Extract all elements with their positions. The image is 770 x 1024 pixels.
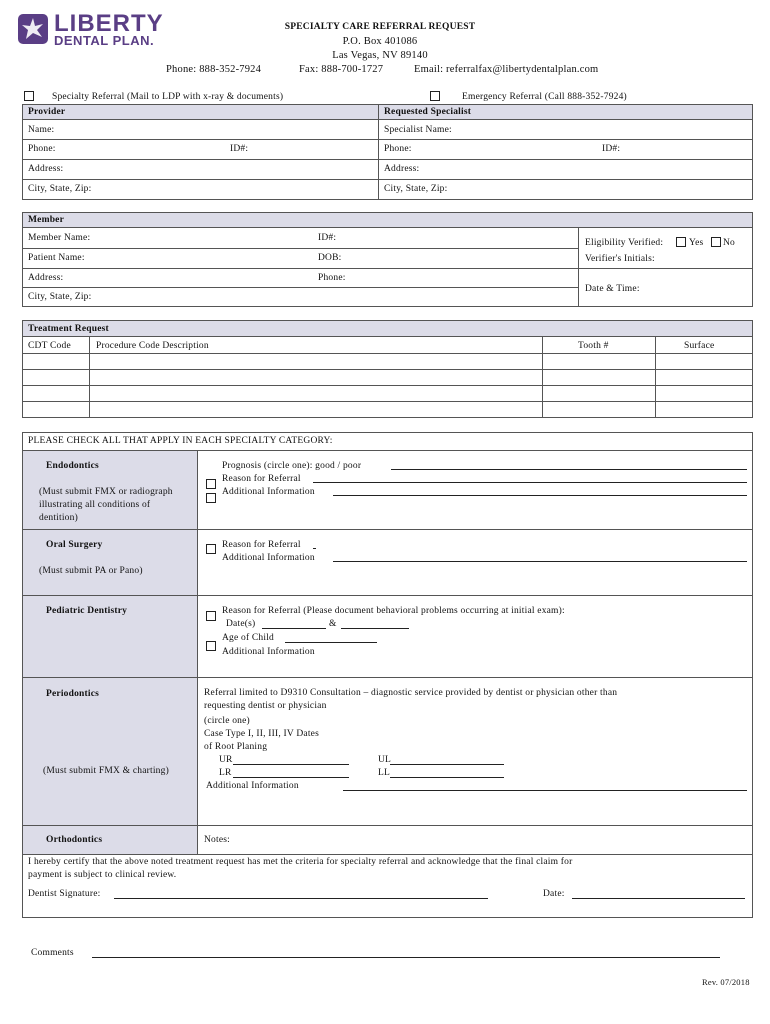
treatment-header-bar	[23, 321, 752, 337]
member-name-field[interactable]: Member Name:	[28, 233, 91, 243]
perio-ur-label: UR	[219, 755, 233, 765]
member-title: Member	[28, 215, 65, 225]
provider-address-field[interactable]: Address:	[28, 164, 64, 174]
member-csz-field[interactable]: City, State, Zip:	[28, 292, 92, 302]
po-box: P.O. Box 401086	[342, 36, 418, 47]
emergency-referral-label: Emergency Referral (Call 888-352-7924)	[462, 92, 627, 102]
col-cdt-code: CDT Code	[28, 341, 71, 351]
endo-note-3: dentition)	[39, 513, 78, 523]
specialist-csz-field[interactable]: City, State, Zip:	[384, 184, 448, 194]
email-line: Email: referralfax@libertydentalplan.com	[414, 64, 599, 75]
eligibility-yes-checkbox[interactable]	[676, 237, 686, 247]
oral-info-label: Additional Information	[222, 553, 315, 563]
perio-ul-label: UL	[378, 755, 392, 765]
member-id-field[interactable]: ID#:	[318, 233, 337, 243]
oral-reason-label: Reason for Referral	[222, 540, 301, 550]
specialist-address-field[interactable]: Address:	[384, 164, 420, 174]
pedo-info-label: Additional Information	[222, 647, 315, 657]
pedo-dates-label: Date(s)	[226, 619, 256, 629]
provider-csz-field[interactable]: City, State, Zip:	[28, 184, 92, 194]
eligibility-label: Eligibility Verified:	[585, 238, 664, 248]
perio-ll-label: LL	[378, 768, 391, 778]
provider-id-field[interactable]: ID#:	[230, 144, 249, 154]
date-time-field[interactable]: Date & Time:	[585, 284, 640, 294]
logo-icon	[18, 14, 48, 44]
revision-label: Rev. 07/2018	[702, 977, 750, 987]
treatment-title: Treatment Request	[28, 324, 109, 334]
endo-info-label: Additional Information	[222, 487, 315, 497]
member-address-field[interactable]: Address:	[28, 273, 64, 283]
certify-text-1: I hereby certify that the above noted treatment request has met the criteria for specialty referral and acknowledge that the final claim for	[28, 857, 573, 867]
col-tooth: Tooth #	[578, 341, 609, 351]
endo-info-checkbox[interactable]	[206, 493, 216, 503]
provider-name-field[interactable]: Name:	[28, 125, 55, 135]
perio-text-5: of Root Planing	[204, 742, 268, 752]
certify-text-2: payment is subject to clinical review.	[28, 870, 177, 880]
member-phone-field[interactable]: Phone:	[318, 273, 346, 283]
perio-title: Periodontics	[46, 689, 100, 699]
eligibility-no-label: No	[723, 238, 736, 248]
endo-reason-label: Reason for Referral	[222, 474, 301, 484]
perio-note: (Must submit FMX & charting)	[43, 766, 169, 776]
logo-text: LIBERTY	[54, 10, 164, 37]
ortho-title: Orthodontics	[46, 835, 103, 845]
signature-line[interactable]	[114, 898, 488, 899]
comments-label: Comments	[31, 948, 74, 958]
emergency-referral-checkbox[interactable]	[430, 91, 440, 101]
phone-line: Phone: 888-352-7924	[166, 64, 262, 75]
ortho-notes-field[interactable]: Notes:	[204, 835, 231, 845]
specialty-instruction: PLEASE CHECK ALL THAT APPLY IN EACH SPECIALTY CATEGORY:	[28, 436, 333, 446]
city-line: Las Vegas, NV 89140	[332, 50, 428, 61]
specialty-label-column	[23, 451, 197, 854]
specialty-referral-label: Specialty Referral (Mail to LDP with x-ray & documents)	[52, 92, 284, 102]
perio-text-1: Referral limited to D9310 Consultation – diagnostic service provided by dentist or physician other than	[204, 688, 618, 698]
specialist-phone-field[interactable]: Phone:	[384, 144, 412, 154]
specialist-title: Requested Specialist	[384, 107, 472, 117]
form-title: SPECIALTY CARE REFERRAL REQUEST	[284, 22, 476, 32]
eligibility-yes-label: Yes	[689, 238, 704, 248]
oral-reason-checkbox[interactable]	[206, 544, 216, 554]
signature-label: Dentist Signature:	[28, 889, 101, 899]
endo-title: Endodontics	[46, 461, 99, 471]
date-line[interactable]	[572, 898, 745, 899]
member-header-bar	[23, 213, 752, 228]
pedo-reason-label: Reason for Referral (Please document behavioral problems occurring at initial exam):	[222, 606, 565, 616]
endo-reason-checkbox[interactable]	[206, 479, 216, 489]
fax-line: Fax: 888-700-1727	[299, 64, 384, 75]
specialty-referral-checkbox[interactable]	[24, 91, 34, 101]
provider-phone-field[interactable]: Phone:	[28, 144, 56, 154]
col-procedure-desc: Procedure Code Description	[96, 341, 209, 351]
date-label: Date:	[543, 889, 565, 899]
provider-title: Provider	[28, 107, 66, 117]
endo-note-1: (Must submit FMX or radiograph	[39, 487, 173, 497]
logo-subtext: DENTAL PLAN.	[54, 33, 155, 48]
col-surface: Surface	[684, 341, 715, 351]
pedo-info-checkbox[interactable]	[206, 641, 216, 651]
eligibility-no-checkbox[interactable]	[711, 237, 721, 247]
specialist-name-field[interactable]: Specialist Name:	[384, 125, 452, 135]
patient-name-field[interactable]: Patient Name:	[28, 253, 85, 263]
oral-title: Oral Surgery	[46, 540, 103, 550]
oral-note: (Must submit PA or Pano)	[39, 566, 143, 576]
perio-lr-label: LR	[219, 768, 232, 778]
dob-field[interactable]: DOB:	[318, 253, 342, 263]
perio-text-3: (circle one)	[204, 716, 250, 726]
perio-text-2: requesting dentist or physician	[204, 701, 327, 711]
endo-note-2: illustrating all conditions of	[39, 500, 151, 510]
endo-prognosis[interactable]: Prognosis (circle one): good / poor	[222, 461, 362, 471]
comments-line[interactable]	[92, 957, 720, 958]
specialist-id-field[interactable]: ID#:	[602, 144, 621, 154]
pedo-amp: &	[329, 619, 337, 629]
verifier-initials-field[interactable]: Verifier's Initials:	[585, 254, 655, 264]
pedo-reason-checkbox[interactable]	[206, 611, 216, 621]
perio-info-label: Additional Information	[206, 781, 299, 791]
perio-text-4: Case Type I, II, III, IV Dates	[204, 729, 319, 739]
pedo-title: Pediatric Dentistry	[46, 606, 128, 616]
pedo-age-label: Age of Child	[222, 633, 275, 643]
